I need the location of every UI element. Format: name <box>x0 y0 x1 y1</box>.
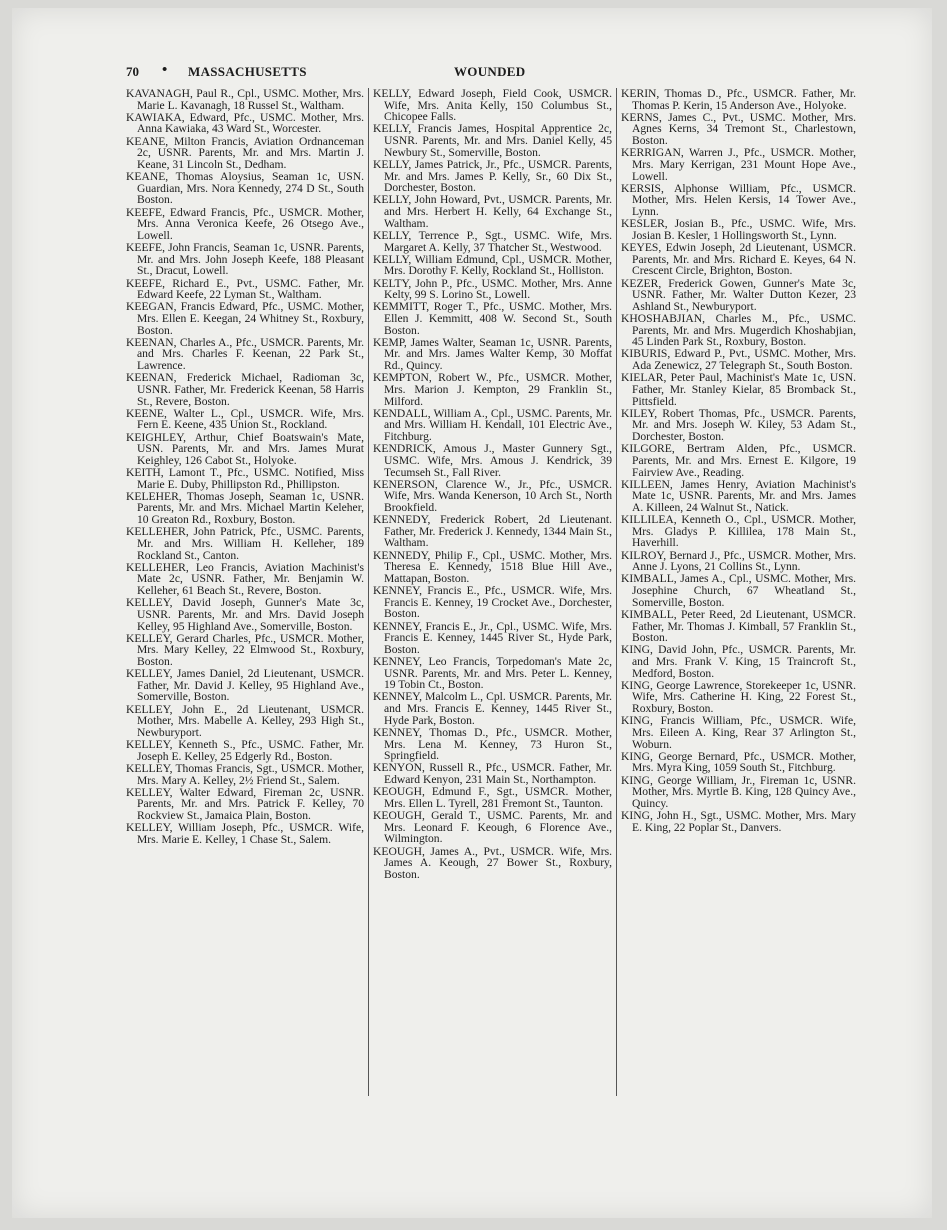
casualty-entry: KIBURIS, Edward P., Pvt., USMC. Mother, Mrs. Ada Zenewicz, 27 Telegraph St., South Boston. <box>621 347 856 373</box>
casualty-entry: KING, Francis William, Pfc., USMCR. Wife, Mrs. Eileen A. King, Rear 37 Arlington St., Woburn. <box>621 714 856 751</box>
casualty-entry: KELTY, John P., Pfc., USMC. Mother, Mrs. Anne Kelty, 99 S. Lorino St., Lowell. <box>373 276 612 302</box>
casualty-entry: KEMP, James Walter, Seaman 1c, USNR. Parents, Mr. and Mrs. James Walter Kemp, 30 Moffat Rd., Quincy. <box>373 335 612 373</box>
casualty-entry: KEMMITT, Roger T., Pfc., USMC. Mother, Mrs. Ellen J. Kemmitt, 408 W. Second St., South Boston. <box>373 300 612 337</box>
column-middle <box>373 88 612 881</box>
casualty-entry: KELLY, Terrence P., Sgt., USMC. Wife, Mrs. Margaret A. Kelly, 37 Thatcher St., Westwood. <box>373 228 612 254</box>
state-heading: MASSACHUSETTS <box>188 64 307 79</box>
casualty-entry: KILGORE, Bertram Alden, Pfc., USMCR. Parents, Mr. and Mrs. Ernest E. Kilgore, 19 Fairview Ave., Reading. <box>621 442 856 479</box>
casualty-entry: KING, George Bernard, Pfc., USMCR. Mother, Mrs. Myra King, 1059 South St., Fitchburg. <box>621 749 856 775</box>
casualty-entry: KENNEDY, Philip F., Cpl., USMC. Mother, Mrs. Theresa E. Kennedy, 1518 Blue Hill Ave., Mattapan, Boston. <box>373 548 612 585</box>
casualty-entry: KEZER, Frederick Gowen, Gunner's Mate 3c, USNR. Father, Mr. Walter Dutton Kezer, 23 Ashland St., Newburyport. <box>621 276 856 313</box>
casualty-entry: KEMPTON, Robert W., Pfc., USMCR. Mother, Mrs. Marion J. Kempton, 29 Franklin St., Milford. <box>373 371 612 408</box>
casualty-entry: KELLEY, Thomas Francis, Sgt., USMCR. Mother, Mrs. Mary A. Kelley, 2½ Friend St., Salem. <box>126 761 364 787</box>
casualty-entry: KEEFE, Richard E., Pvt., USMC. Father, Mr. Edward Keefe, 22 Lyman St., Waltham. <box>126 276 364 302</box>
casualty-entry: KELLEHER, John Patrick, Pfc., USMC. Parents, Mr. and Mrs. William H. Kelleher, 189 Rockland St., Canton. <box>126 525 364 562</box>
casualty-entry: KAVANAGH, Paul R., Cpl., USMC. Mother, Mrs. Marie L. Kavanagh, 18 Russel St., Waltham. <box>126 87 364 112</box>
casualty-entry: KERRIGAN, Warren J., Pfc., USMCR. Mother, Mrs. Mary Kerrigan, 231 Mount Hope Ave., Lowell. <box>621 146 856 183</box>
casualty-entry: KILEY, Robert Thomas, Pfc., USMCR. Parents, Mr. and Mrs. Joseph W. Kiley, 53 Adam St., Dorchester, Boston. <box>621 406 856 444</box>
casualty-entry: KELLY, Edward Joseph, Field Cook, USMCR. Wife, Mrs. Anita Kelly, 150 Columbus St., Chicopee Falls. <box>373 87 612 124</box>
casualty-entry: KENDRICK, Amous J., Master Gunnery Sgt., USMC. Wife, Mrs. Amous J. Kendrick, 39 Tecumseh St., Fall River. <box>373 442 612 479</box>
casualty-entry: KING, George Lawrence, Storekeeper 1c, USNR. Wife, Mrs. Catherine H. King, 22 Forest St., Roxbury, Boston. <box>621 678 856 716</box>
casualty-entry: KING, John H., Sgt., USMC. Mother, Mrs. Mary E. King, 22 Poplar St., Danvers. <box>621 809 856 834</box>
casualty-entry: KEEFE, Edward Francis, Pfc., USMCR. Mother, Mrs. Anna Veronica Keefe, 26 Otsego Ave., Lowell. <box>126 205 364 242</box>
casualty-entry: KEOUGH, Edmund F., Sgt., USMCR. Mother, Mrs. Ellen L. Tyrell, 281 Fremont St., Taunton. <box>373 785 612 810</box>
casualty-entry: KEOUGH, Gerald T., USMC. Parents, Mr. and Mrs. Leonard F. Keough, 6 Florence Ave., Wilmington. <box>373 809 612 846</box>
page-header <box>126 64 866 82</box>
casualty-entry: KEENE, Walter L., Cpl., USMCR. Wife, Mrs. Fern E. Keene, 435 Union St., Rockland. <box>126 406 364 432</box>
casualty-entry: KENNEY, Francis E., Jr., Cpl., USMC. Wife, Mrs. Francis E. Kenney, 1445 River St., Hyde Park, Boston. <box>373 619 612 656</box>
casualty-entry: KEYES, Edwin Joseph, 2d Lieutenant, USMCR. Parents, Mr. and Mrs. Richard E. Keyes, 64 N. Crescent Circle, Brighton, Boston. <box>621 241 856 278</box>
casualty-entry: KEANE, Thomas Aloysius, Seaman 1c, USN. Guardian, Mrs. Nora Kennedy, 274 D St., South Boston. <box>126 170 364 207</box>
casualty-entry: KEEFE, John Francis, Seaman 1c, USNR. Parents, Mr. and Mrs. John Joseph Keefe, 188 Pleasant St., Dracut, Lowell. <box>126 241 364 278</box>
casualty-entry: KEIGHLEY, Arthur, Chief Boatswain's Mate, USN. Parents, Mr. and Mrs. James Murat Keighley, 126 Cabot St., Holyoke. <box>126 430 364 467</box>
casualty-entry: KIMBALL, Peter Reed, 2d Lieutenant, USMCR. Father, Mr. Thomas J. Kimball, 57 Franklin St., Boston. <box>621 607 856 645</box>
casualty-entry: KELLY, John Howard, Pvt., USMCR. Parents, Mr. and Mrs. Herbert H. Kelly, 64 Exchange St., Waltham. <box>373 193 612 230</box>
casualty-entry: KIELAR, Peter Paul, Machinist's Mate 1c, USN. Father, Mr. Stanley Kielar, 85 Bromback St., Pittsfield. <box>621 371 856 408</box>
casualty-entry: KEOUGH, James A., Pvt., USMCR. Wife, Mrs. James A. Keough, 27 Bower St., Roxbury, Boston. <box>373 844 612 881</box>
casualty-entry: KELLY, Francis James, Hospital Apprentice 2c, USNR. Parents, Mr. and Mrs. Daniel Kelly, 45 Newbury St., Somerville, Boston. <box>373 122 612 159</box>
bullet-separator: • <box>162 62 168 78</box>
casualty-entry: KEEGAN, Francis Edward, Pfc., USMC. Mother, Mrs. Ellen E. Keegan, 24 Whitney St., Roxbury, Boston. <box>126 300 364 337</box>
page-number: 70 <box>126 64 139 79</box>
casualty-entry: KENERSON, Clarence W., Jr., Pfc., USMCR. Wife, Mrs. Wanda Kenerson, 10 Arch St., North Brookfield. <box>373 477 612 514</box>
casualty-entry: KENNEY, Malcolm L., Cpl. USMCR. Parents, Mr. and Mrs. Francis E. Kenney, 1445 River St., Hyde Park, Boston. <box>373 690 612 727</box>
column-divider <box>368 88 369 1096</box>
casualty-entry: KELLEY, Kenneth S., Pfc., USMC. Father, Mr. Joseph E. Kelley, 25 Edgerly Rd., Boston. <box>126 738 364 763</box>
column-left <box>126 88 364 846</box>
casualty-entry: KENYON, Russell R., Pfc., USMCR. Father, Mr. Edward Kenyon, 231 Main St., Northampton. <box>373 761 612 787</box>
casualty-entry: KELLEY, Walter Edward, Fireman 2c, USNR. Parents, Mr. and Mrs. Patrick F. Kelley, 70 Rockview St., Jamaica Plain, Boston. <box>126 785 364 823</box>
casualty-entry: KIMBALL, James A., Cpl., USMC. Mother, Mrs. Josephine Church, 67 Wheatland St., Somerville, Boston. <box>621 572 856 609</box>
section-heading: WOUNDED <box>454 64 526 79</box>
casualty-entry: KEITH, Lamont T., Pfc., USMC. Notified, Miss Marie E. Duby, Phillipston Rd., Phillipston. <box>126 466 364 491</box>
casualty-entry: KEENAN, Frederick Michael, Radioman 3c, USNR. Father, Mr. Frederick Keenan, 58 Harris St., Revere, Boston. <box>126 371 364 408</box>
casualty-entry: KELLY, James Patrick, Jr., Pfc., USMCR. Parents, Mr. and Mrs. James P. Kelly, Sr., 60 Dix St., Dorchester, Boston. <box>373 157 612 195</box>
casualty-entry: KENNEY, Francis E., Pfc., USMCR. Wife, Mrs. Francis E. Kenney, 19 Crocket Ave., Dorchester, Boston. <box>373 584 612 621</box>
casualty-entry: KENNEY, Leo Francis, Torpedoman's Mate 2c, USNR. Parents, Mr. and Mrs. Peter L. Kenney, 19 Tobin Ct., Boston. <box>373 655 612 692</box>
casualty-entry: KAWIAKA, Edward, Pfc., USMC. Mother, Mrs. Anna Kawiaka, 43 Ward St., Worcester. <box>126 110 364 136</box>
casualty-entry: KELLEY, Gerard Charles, Pfc., USMCR. Mother, Mrs. Mary Kelley, 22 Elmwood St., Roxbury, Boston. <box>126 631 364 668</box>
casualty-entry: KENNEDY, Frederick Robert, 2d Lieutenant. Father, Mr. Frederick J. Kennedy, 1344 Main St., Waltham. <box>373 513 612 550</box>
casualty-entry: KESLER, Josian B., Pfc., USMC. Wife, Mrs. Josian B. Kesler, 1 Hollingsworth St., Lynn. <box>621 217 856 242</box>
casualty-entry: KEENAN, Charles A., Pfc., USMCR. Parents, Mr. and Mrs. Charles F. Keenan, 22 Park St., Lawrence. <box>126 335 364 373</box>
casualty-entry: KILLILEA, Kenneth O., Cpl., USMCR. Mother, Mrs. Gladys P. Killilea, 178 Main St., Haverhill. <box>621 513 856 550</box>
casualty-entry: KEANE, Milton Francis, Aviation Ordnanceman 2c, USNR. Parents, Mr. and Mrs. Martin J. Keane, 31 Lincoln St., Dedham. <box>126 134 364 171</box>
casualty-entry: KELLY, William Edmund, Cpl., USMCR. Mother, Mrs. Dorothy F. Kelly, Rockland St., Holliston. <box>373 252 612 278</box>
casualty-entry: KERIN, Thomas D., Pfc., USMCR. Father, Mr. Thomas P. Kerin, 15 Anderson Ave., Holyoke. <box>621 87 856 112</box>
casualty-entry: KING, David John, Pfc., USMCR. Parents, Mr. and Mrs. Frank V. King, 15 Traincroft St., Medford, Boston. <box>621 643 856 680</box>
column-divider <box>616 88 617 1096</box>
casualty-entry: KING, George William, Jr., Fireman 1c, USNR. Mother, Mrs. Myrtle B. King, 128 Quincy Ave., Quincy. <box>621 773 856 810</box>
casualty-entry: KILLEEN, James Henry, Aviation Machinist's Mate 1c, USNR. Parents, Mr. and Mrs. James A. Killeen, 24 Walnut St., Natick. <box>621 477 856 514</box>
casualty-entry: KELLEHER, Leo Francis, Aviation Machinist's Mate 2c, USNR. Father, Mr. Benjamin W. Kelleher, 61 Beach St., Revere, Boston. <box>126 560 364 598</box>
casualty-entry: KELLEY, John E., 2d Lieutenant, USMCR. Mother, Mrs. Mabelle A. Kelley, 293 High St., Newburyport. <box>126 702 364 739</box>
casualty-entry: KENDALL, William A., Cpl., USMC. Parents, Mr. and Mrs. William H. Kendall, 101 Electric Ave., Fitchburg. <box>373 406 612 444</box>
casualty-entry: KELLEY, William Joseph, Pfc., USMCR. Wife, Mrs. Marie E. Kelley, 1 Chase St., Salem. <box>126 821 364 846</box>
casualty-entry: KENNEY, Thomas D., Pfc., USMCR. Mother, Mrs. Lena M. Kenney, 73 Huron St., Springfield. <box>373 725 612 763</box>
casualty-entry: KELEHER, Thomas Joseph, Seaman 1c, USNR. Parents, Mr. and Mrs. Michael Martin Keleher, 10 Greaton Rd., Roxbury, Boston. <box>126 489 364 527</box>
casualty-entry: KERNS, James C., Pvt., USMC. Mother, Mrs. Agnes Kerns, 34 Tremont St., Charlestown, Boston. <box>621 110 856 148</box>
column-right <box>621 88 856 834</box>
casualty-entry: KERSIS, Alphonse William, Pfc., USMCR. Mother, Mrs. Helen Kersis, 14 Tower Ave., Lynn. <box>621 181 856 219</box>
casualty-entry: KELLEY, James Daniel, 2d Lieutenant, USMCR. Father, Mr. David J. Kelley, 95 Highland Ave., Somerville, Boston. <box>126 667 364 704</box>
casualty-entry: KHOSHABJIAN, Charles M., Pfc., USMC. Parents, Mr. and Mrs. Mugerdich Khoshabjian, 45 Linden Park St., Roxbury, Boston. <box>621 311 856 349</box>
casualty-entry: KILROY, Bernard J., Pfc., USMCR. Mother, Mrs. Anne J. Lyons, 21 Collins St., Lynn. <box>621 548 856 574</box>
casualty-entry: KELLEY, David Joseph, Gunner's Mate 3c, USNR. Parents, Mr. and Mrs. David Joseph Kelley, 95 Highland Ave., Somerville, Boston. <box>126 596 364 633</box>
